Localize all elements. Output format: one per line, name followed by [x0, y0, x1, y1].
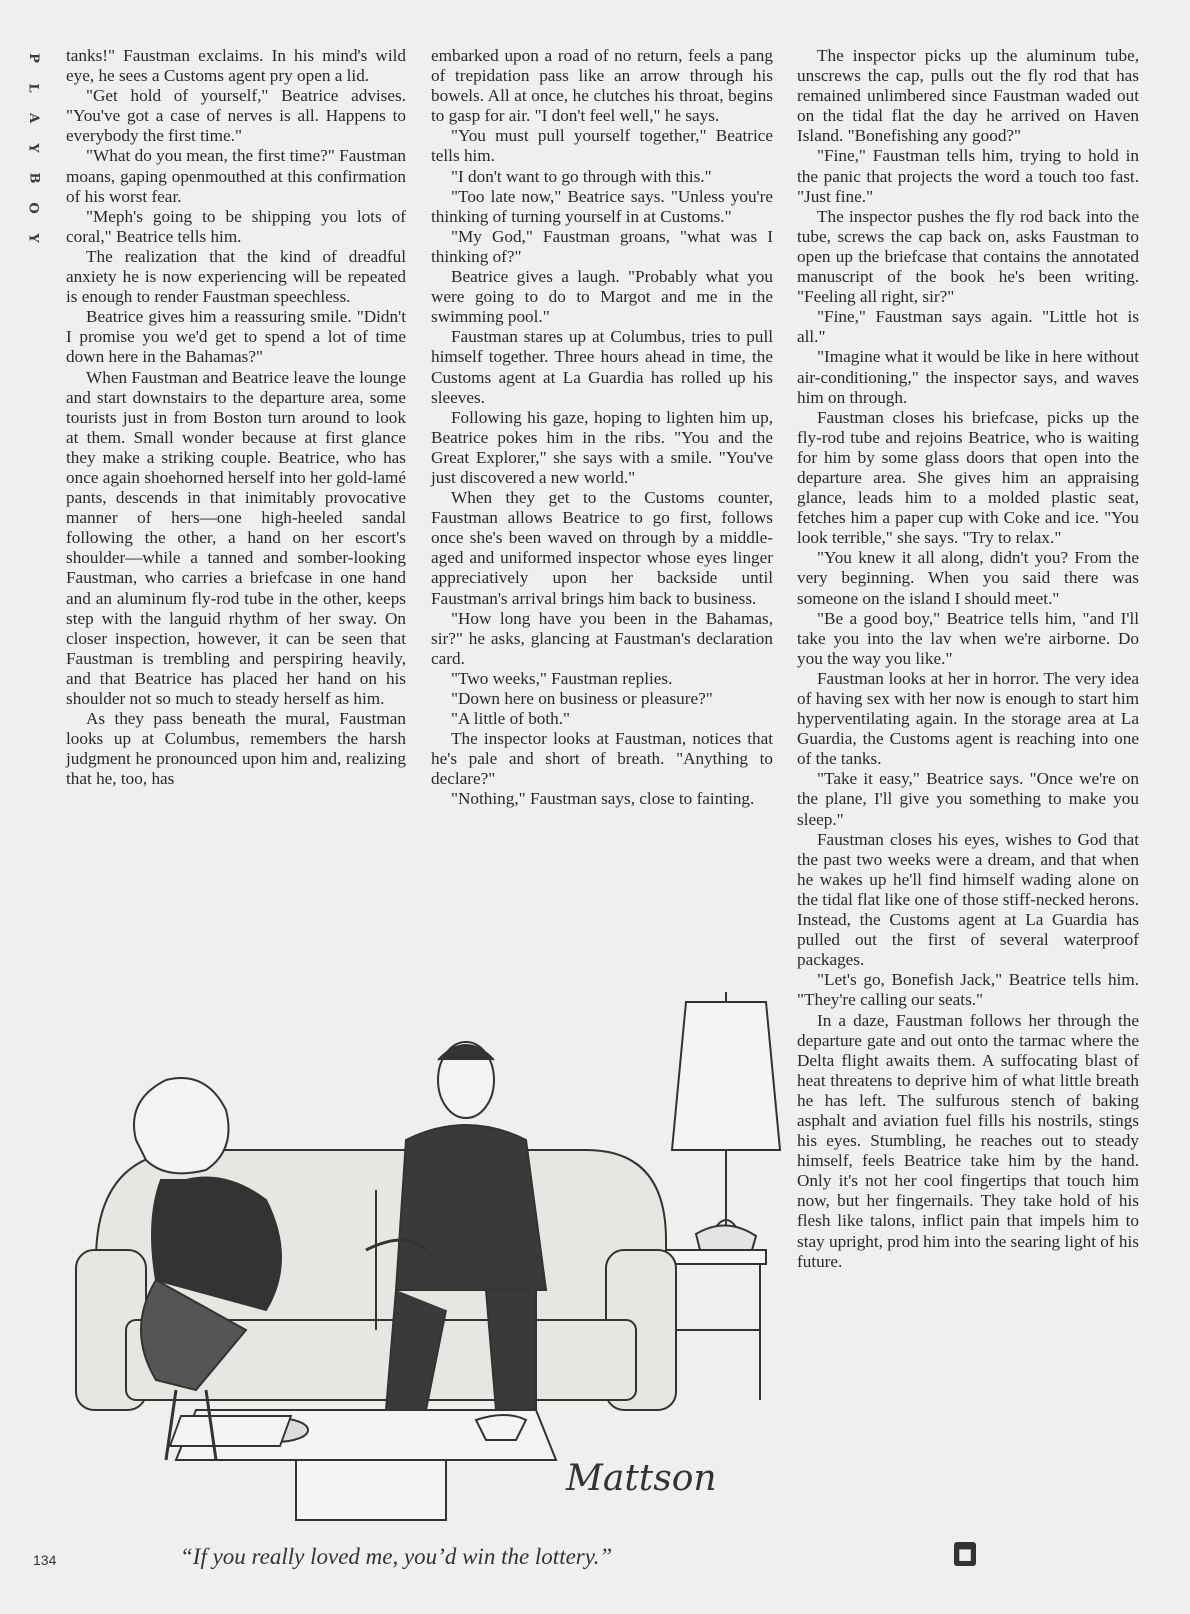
paragraph: "Let's go, Bonefish Jack," Beatrice tells him. "They're calling our seats.": [797, 970, 1139, 1010]
running-head-letter: A: [26, 112, 41, 124]
woman-figure: [134, 1078, 281, 1460]
paragraph: When Faustman and Beatrice leave the lounge and start downstairs to the departure area, some tourists just in from Boston turn around to look at them. Small wonder because at first glance they make a striking couple. Beatrice, who has once again shoehorned herself into her gold-lamé pants, descends in that inimitably provocative manner of hers—one high-heeled sandal following the other, a hand on her escort's shoulder—while a tanned and somber-looking Faustman, who carries a briefcase in one hand and an aluminum fly-rod tube in the other, keeps step with the languid rhythm of her sway. On closer inspection, however, it can be seen that Faustman is trembling and perspiring heavily, and that Beatrice has placed her hand on his shoulder not so much to steady herself as him.: [66, 367, 406, 708]
paragraph: Faustman closes his briefcase, picks up the fly-rod tube and rejoins Beatrice, who is waiting for him by some glass doors that open into the departure area. She gives him an appraising glance, leads him to a molded plastic seat, fetches him a paper cup with Coke and ice. "You look terrible," she says. "Try to relax.": [797, 407, 1139, 548]
paragraph: "You knew it all along, didn't you? From the very beginning. When you said there was someone on the island I should meet.": [797, 548, 1139, 608]
paragraph: embarked upon a road of no return, feels a pang of trepidation pass like an arrow through his bowels. All at once, he clutches his throat, begins to gasp for air. "I don't feel well," he says.: [431, 46, 773, 126]
paragraph: The inspector pushes the fly rod back into the tube, screws the cap back on, asks Faustman to open up the briefcase that contains the annotated manuscript of the book he's been writing. "Feeling all right, sir?": [797, 206, 1139, 307]
cartoon-caption: “If you really loved me, you’d win the lottery.”: [180, 1544, 613, 1569]
paragraph: Faustman stares up at Columbus, tries to pull himself together. Three hours ahead in time, the Customs agent at La Guardia has rolled up his sleeves.: [431, 327, 773, 407]
paragraph: "Fine," Faustman says again. "Little hot is all.": [797, 307, 1139, 347]
paragraph: "Nothing," Faustman says, close to fainting.: [451, 789, 755, 809]
paragraph: tanks!" Faustman exclaims. In his mind's wild eye, he sees a Customs agent pry open a lid.: [66, 46, 406, 86]
paragraph: "Two weeks," Faustman replies.: [451, 668, 673, 688]
paragraph: "Imagine what it would be like in here without air-conditioning," the inspector says, and waves him on through.: [797, 347, 1139, 407]
paragraph: "Be a good boy," Beatrice tells him, "and I'll take you into the lav when we're airborne. Do you the way you like.": [797, 608, 1139, 668]
coffee-table: [170, 1410, 556, 1520]
paragraph: "Take it easy," Beatrice says. "Once we're on the plane, I'll give you something to make you sleep.": [797, 769, 1139, 829]
page-number: 134: [33, 1552, 57, 1568]
running-head-letter: Y: [26, 143, 41, 153]
cartoonist-signature: Mattson: [566, 1458, 717, 1499]
paragraph: "You must pull yourself together," Beatrice tells him.: [431, 126, 773, 166]
running-head-letter: L: [25, 83, 41, 93]
paragraph: In a daze, Faustman follows her through the departure gate and out onto the tarmac where the Delta flight awaits them. A suffocating blast of heat threatens to deprive him of what little breath he has left. The sulfurous stench of baking asphalt and aviation fuel fills his nostrils, stings his eyes. Stumbling, he reaches out to steady himself, feels Beatrice take him by the hand. Only it's not her cool fingertips that touch him now, but her fingernails. They take hold of his flesh like talons, inflict pain that impels him to stay upright, prod him into the searing light of his future.: [797, 1010, 1139, 1271]
paragraph: "Meph's going to be shipping you lots of coral," Beatrice tells him.: [66, 206, 406, 246]
text-column-2: [431, 46, 773, 810]
side-table: [666, 1225, 766, 1400]
text-column-3: [797, 46, 1139, 1272]
floor-lamp: [672, 992, 780, 1250]
text-column-1: [66, 46, 406, 789]
paragraph: "Down here on business or pleasure?": [451, 689, 713, 708]
paragraph: "My God," Faustman groans, "what was I thinking of?": [431, 226, 773, 266]
running-head-letter: B: [26, 172, 41, 184]
paragraph: "Fine," Faustman tells him, trying to hold in the panic that projects the word a touch too fast. "Just fine.": [797, 146, 1139, 206]
running-head-letter: Y: [26, 233, 41, 243]
paragraph: Beatrice gives a laugh. "Probably what you were going to do to Margot and me in the swimming pool.": [431, 267, 773, 327]
paragraph: The inspector looks at Faustman, notices that he's pale and short of breath. "Anything to declare?": [431, 729, 773, 789]
bunny-end-mark-icon: ■: [954, 1542, 976, 1566]
running-head-letter: P: [26, 53, 41, 63]
paragraph: When they get to the Customs counter, Faustman allows Beatrice to go first, follows once she's been waved on through by a middle-aged and uniformed inspector whose eyes linger appreciatively upon her backside until Faustman's arrival brings him back to business.: [431, 488, 773, 608]
paragraph: As they pass beneath the mural, Faustman looks up at Columbus, remembers the harsh judgment he pronounced upon him and, realizing that he, too, has: [66, 709, 406, 789]
paragraph: Beatrice gives him a reassuring smile. "Didn't I promise you we'd get to spend a lot of time down here in the Bahamas?": [66, 307, 406, 367]
paragraph: Following his gaze, hoping to lighten him up, Beatrice pokes him in the ribs. "You and the Great Explorer," she says with a smile. "You've just discovered a new world.": [431, 407, 773, 487]
running-head-letter: O: [25, 202, 41, 214]
paragraph: The realization that the kind of dreadful anxiety he is now experiencing will be repeated is enough to render Faustman speechless.: [66, 246, 406, 307]
paragraph: "Too late now," Beatrice says. "Unless you're thinking of turning yourself in at Customs.": [431, 186, 773, 226]
cartoon-illustration: [66, 990, 786, 1545]
paragraph: Faustman closes his eyes, wishes to God that the past two weeks were a dream, and that when he wakes up he'll find himself wading alone on the tidal flat like one of those stiff-necked herons. Instead, the Customs agent at La Guardia has pulled out the first of several waterproof packages.: [797, 829, 1139, 970]
paragraph: "How long have you been in the Bahamas, sir?" he asks, glancing at Faustman's declaration card.: [431, 608, 773, 668]
paragraph: Faustman looks at her in horror. The very idea of having sex with her now is enough to start him hyperventilating again. In the storage area at La Guardia, the Customs agent is reaching into one of the tanks.: [797, 668, 1139, 769]
paragraph: "Get hold of yourself," Beatrice advises. "You've got a case of nerves is all. Happens to everybody the first time.": [66, 86, 406, 146]
paragraph: "I don't want to go through with this.": [451, 166, 712, 186]
paragraph: "What do you mean, the first time?" Faustman moans, gaping openmouthed at this confirmation of his worst fear.: [66, 146, 406, 206]
running-head: [26, 46, 40, 250]
paragraph: The inspector picks up the aluminum tube, unscrews the cap, pulls out the fly rod that has remained unlimbered since Faustman waded out on the tidal flat the day he arrived on Haven Island. "Bonefishing any good?": [797, 46, 1139, 146]
paragraph: "A little of both.": [451, 709, 571, 729]
